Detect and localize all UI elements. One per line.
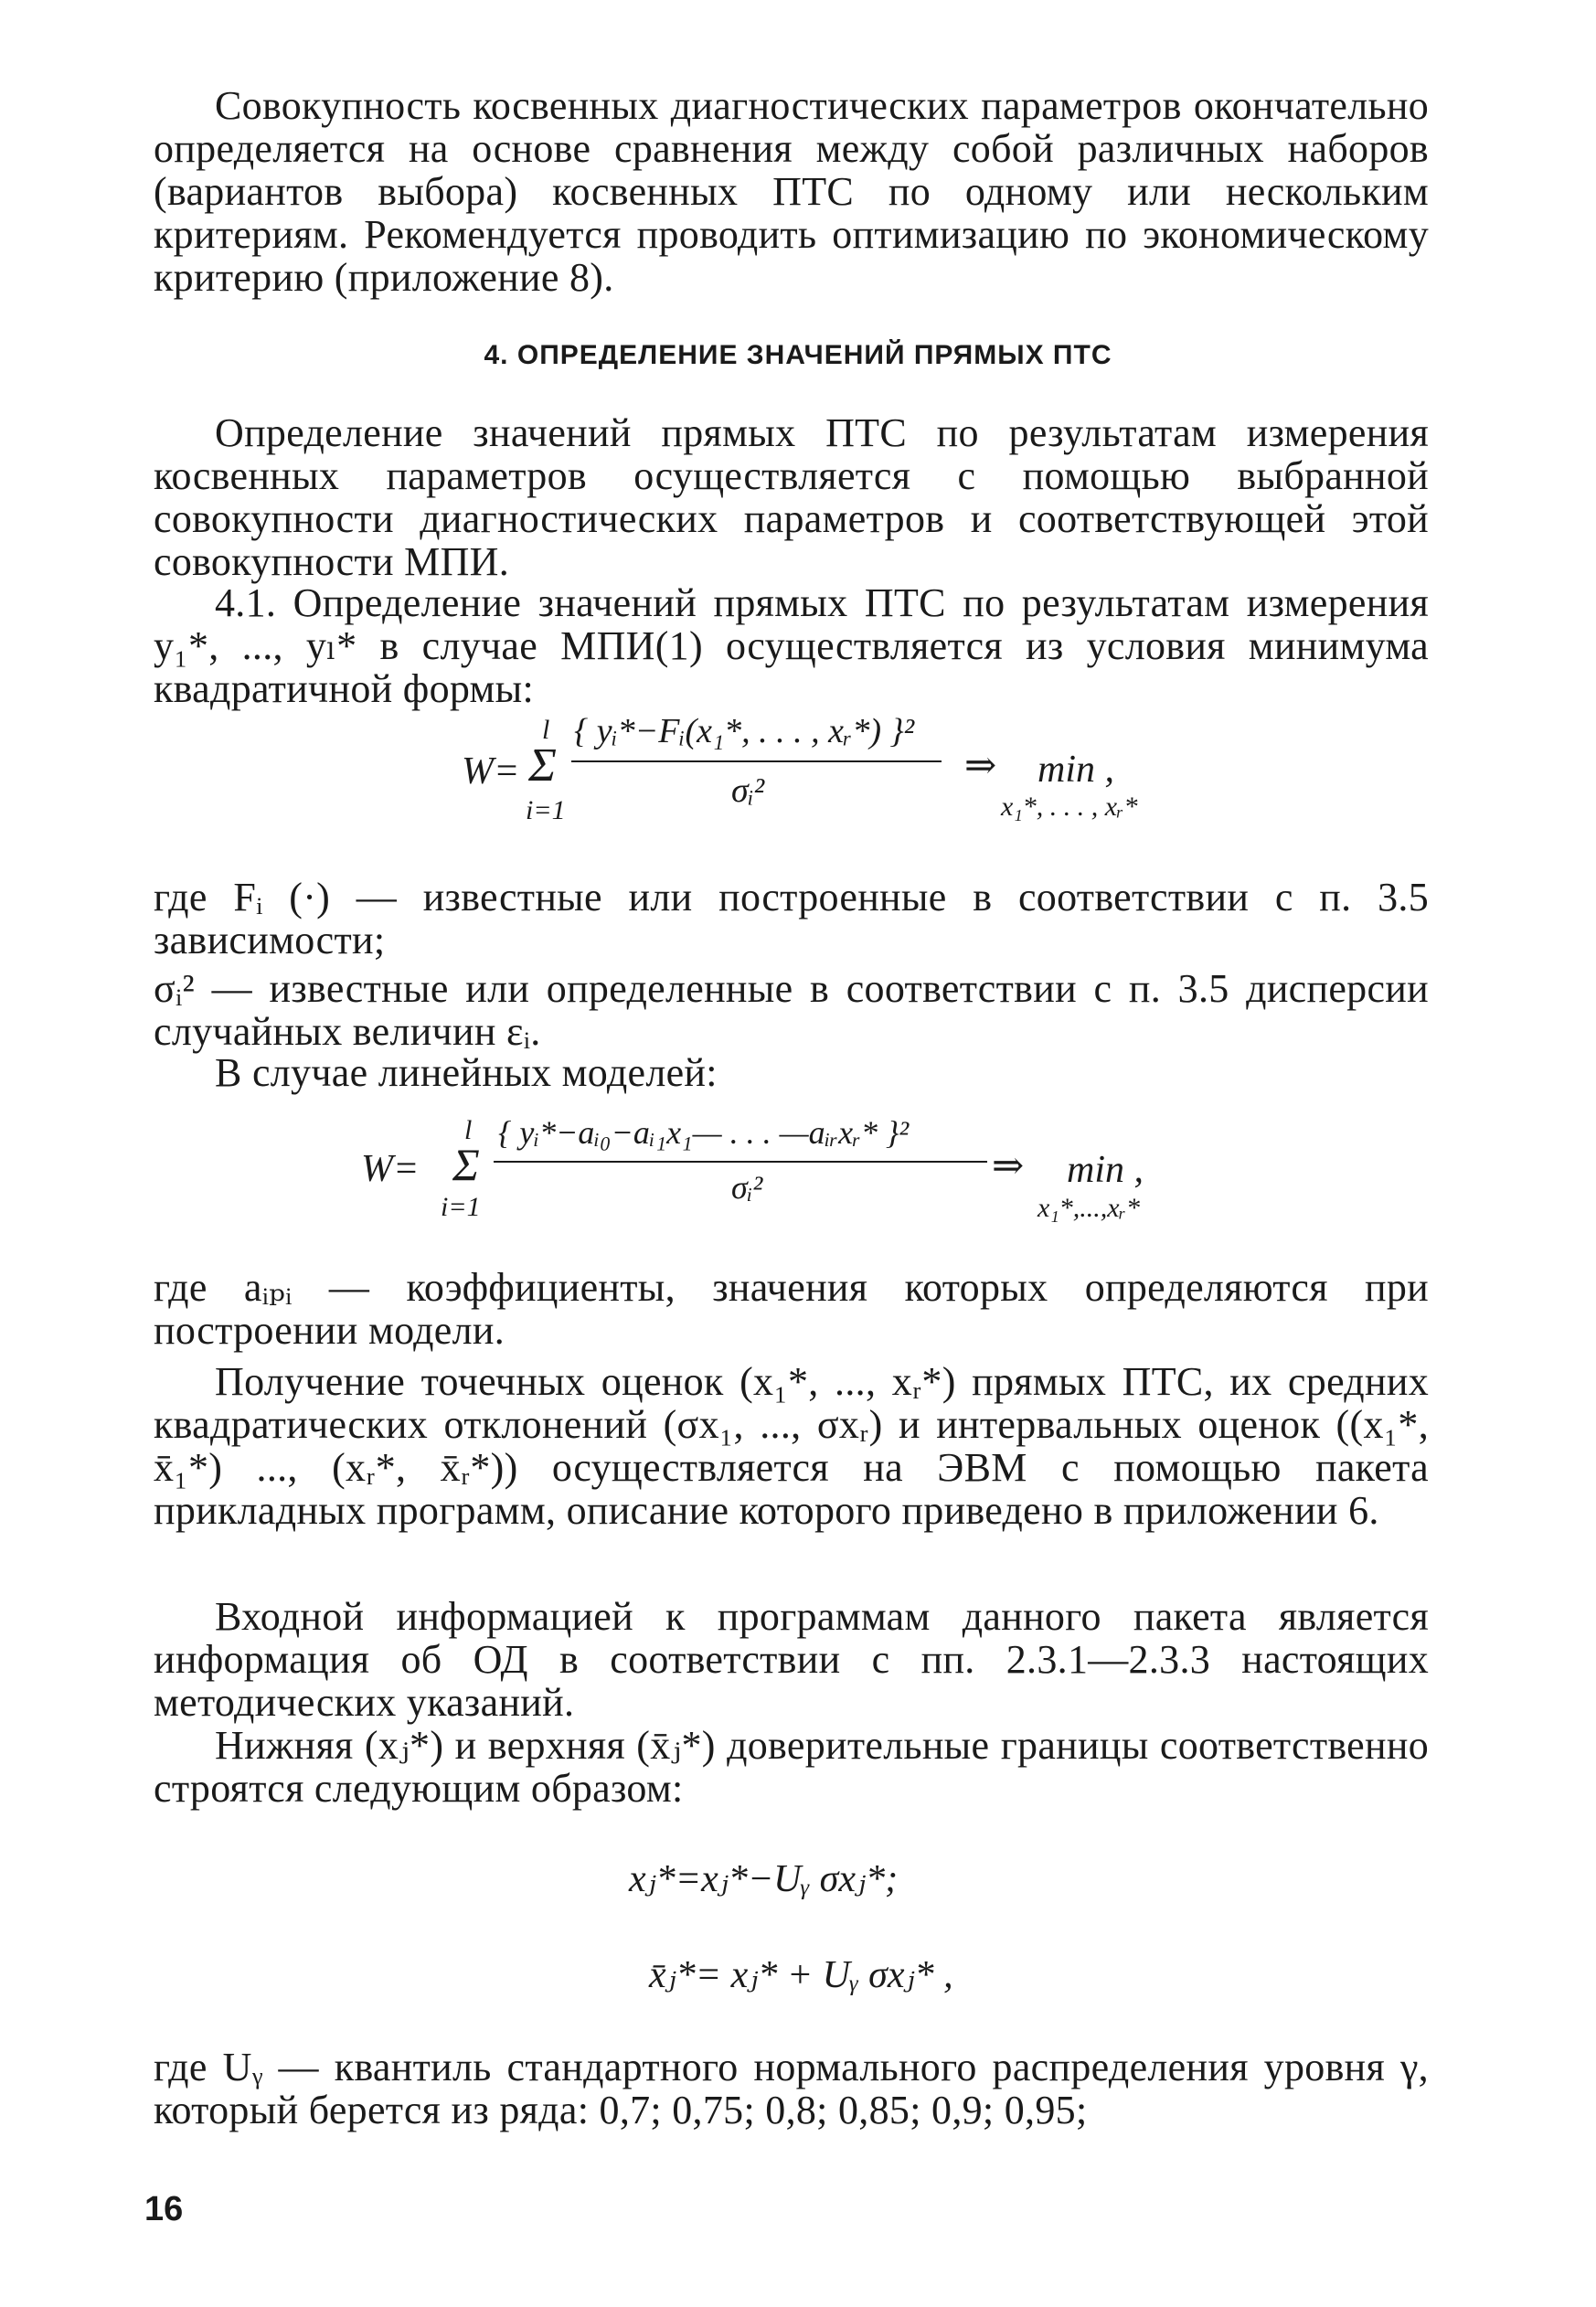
formula-2-min-sub: x₁*,...,xᵣ* xyxy=(1037,1193,1140,1223)
page-number: 16 xyxy=(144,2190,184,2228)
paragraph-point-estimates: Получение точечных оценок (x₁*, ..., xᵣ*) прямых ПТС, их средних квадратических отклонений (σx₁, ..., σxᵣ) и интервальных оценок ((x₁*, x̄₁*) ..., (xᵣ*, x̄ᵣ*)) осуществляется на ЭВМ с помощью пакета прикладных программ, описание которого приведено в приложении 6. xyxy=(154,1359,1429,1533)
paragraph-determination-intro: Определение значений прямых ПТС по результатам измерения косвенных параметров осуществляется с помощью выбранной совокупности диагностических параметров и соответствующей этой совокупности МПИ. xyxy=(154,410,1429,584)
formula-2-denominator: σᵢ² xyxy=(731,1169,763,1206)
formula-lower-bound: xⱼ*=xⱼ*−Uᵧ σxⱼ*; xyxy=(629,1858,899,1900)
formula-upper-bound: x̄ⱼ*= xⱼ* + Uᵧ σxⱼ* , xyxy=(649,1954,953,1996)
paragraph-where-a: где aᵢₚᵢ — коэффициенты, значения которых определяются при построении модели. xyxy=(154,1265,1429,1353)
formula-2-fraction-bar xyxy=(494,1161,987,1163)
formula-1-fraction-bar xyxy=(571,760,942,762)
formula-2-numerator: { yᵢ*−aᵢ₀−aᵢ₁x₁— . . . —aᵢᵣxᵣ* }² xyxy=(498,1114,910,1151)
formula-2-min: min , xyxy=(1067,1149,1144,1191)
formula-2-sum: Σ xyxy=(452,1139,480,1190)
formula-1-min-sub: x₁*, . . . , xᵣ* xyxy=(1001,792,1138,822)
paragraph-linear-models: В случае линейных моделей: xyxy=(215,1050,718,1095)
formula-1-sum-top: l xyxy=(542,715,550,745)
formula-1-sum: Σ xyxy=(528,739,557,792)
formula-1-lhs: W= xyxy=(462,750,520,792)
formula-2-sum-top: l xyxy=(464,1115,473,1145)
section-heading: 4. ОПРЕДЕЛЕНИЕ ЗНАЧЕНИЙ ПРЯМЫХ ПТС xyxy=(484,340,1112,370)
paragraph-4-1: 4.1. Определение значений прямых ПТС по результатам измерения y₁*, ..., yₗ* в случае МПИ(1) осуществляется из условия минимума квадратичной формы: xyxy=(154,580,1429,711)
formula-2-arrow: ⇒ xyxy=(992,1145,1025,1187)
paragraph-quantile: где Uᵧ — квантиль стандартного нормального распределения уровня γ, который берется из ряда: 0,7; 0,75; 0,8; 0,85; 0,9; 0,95; xyxy=(154,2045,1429,2132)
formula-2-lhs: W= xyxy=(361,1148,420,1190)
formula-1-numerator: { yᵢ*−Fᵢ(x₁*, . . . , xᵣ*) }² xyxy=(574,712,915,750)
paragraph-sigma-variances: σᵢ² — известные или определенные в соответствии с п. 3.5 дисперсии случайных величин εᵢ. xyxy=(154,966,1429,1054)
paragraph-where-F: где Fᵢ (·) — известные или построенные в соответствии с п. 3.5 зависимости; xyxy=(154,875,1429,962)
paragraph-indirect-parameters: Совокупность косвенных диагностических параметров окончательно определяется на основе сравнения между собой различных наборов (вариантов выбора) косвенных ПТС по одному или нескольким критериям. Рекомендуется проводить оптимизацию по экономическому критерию (приложение 8). xyxy=(154,83,1429,300)
paragraph-input-info: Входной информацией к программам данного пакета является информация об ОД в соответствии с пп. 2.3.1—2.3.3 настоящих методических указаний. xyxy=(154,1594,1429,1725)
formula-1-denominator: σᵢ² xyxy=(731,771,765,810)
formula-1-min: min , xyxy=(1037,749,1114,791)
formula-2-sum-bottom: i=1 xyxy=(441,1192,481,1222)
paragraph-confidence-bounds: Нижняя (xⱼ*) и верхняя (x̄ⱼ*) доверительные границы соответственно строятся следующим образом: xyxy=(154,1723,1429,1811)
formula-1-sum-bottom: i=1 xyxy=(526,795,566,825)
formula-1-arrow: ⇒ xyxy=(964,745,997,787)
